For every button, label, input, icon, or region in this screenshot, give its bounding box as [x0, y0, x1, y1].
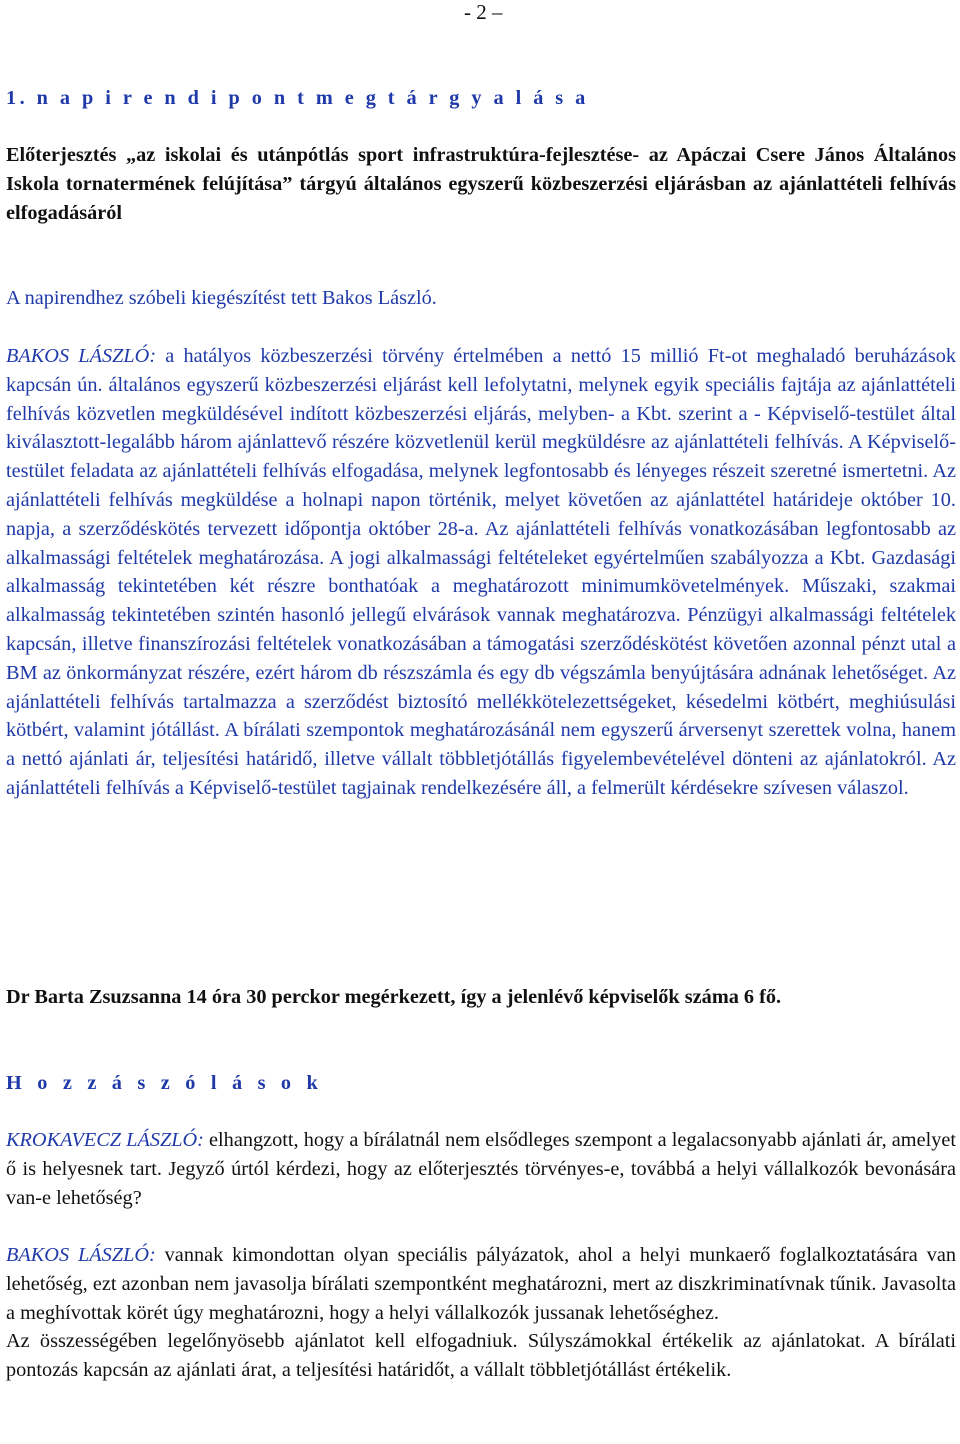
speaker-name: KROKAVECZ LÁSZLÓ: — [6, 1129, 204, 1151]
speech-bakos-1 — [6, 342, 956, 803]
agenda-item-heading: 1. n a p i r e n d i p o n t m e g t á r g y a l á s a — [6, 87, 589, 109]
comments-heading: H o z z á s z ó l á s o k — [6, 1072, 324, 1094]
speaker-name: BAKOS LÁSZLÓ: — [6, 1244, 156, 1266]
speech-text: elhangzott, hogy a bírálatnál nem elsődleges szempont a legalacsonyabb ajánlati ár, amelyet ő is helyesnek tart. Jegyző úrtól kérdezi, hogy az előterjesztés törvényes-e, továbbá a helyi vállalkozók bevonására van-e lehetőség? — [6, 1129, 956, 1209]
speaker-name: BAKOS LÁSZLÓ: — [6, 345, 157, 367]
intro-line: A napirendhez szóbeli kiegészítést tett Bakos László. — [6, 287, 437, 309]
arrival-note: Dr Barta Zsuzsanna 14 óra 30 perckor megérkezett, így a jelenlévő képviselők száma 6 fő. — [6, 986, 782, 1008]
speech-krokavecz — [6, 1126, 956, 1212]
proposal-title: Előterjesztés „az iskolai és utánpótlás sport infrastruktúra-fejlesztése- az Apáczai Csere János Általános Iskola tornatermének felújítása” tárgyú általános egyszerű közbeszerzési eljárásban az ajánlattételi felhívás elfogadásáról — [6, 144, 956, 224]
speech-text: a hatályos közbeszerzési törvény értelmében a nettó 15 millió Ft-ot meghaladó beruházások kapcsán ún. általános egyszerű közbeszerzési eljárást kell lefolytatni, melynek egyik speciális fajtája az ajánlattételi felhívás közvetlen megküldésével indított közbeszerzési eljárás, melyben- a Kbt. szerint a - Képviselő-testület által kiválasztott-legalább három ajánlattevő részére közvetlenül kerül megküldésre az ajánlattételi felhívás. A Képviselő-testület feladata az ajánlattételi felhívás elfogadása, melynek legfontosabb és lényeges részeit szeretné ismertetni. Az ajánlattételi felhívás megküldése a holnapi napon történik, melyet követően az ajánlattétel határideje október 10. napja, a szerződéskötés tervezett időpontja október 28-a. Az ajánlattételi felhívás vonatkozásában legfontosabb az alkalmassági feltételek meghatározása. A jogi alkalmassági feltételeket egyértelműen szabályozza a Kbt. Gazdasági alkalmasság tekintetében két részre bonthatóak a meghatározott minimumkövetelmények. Műszaki, szakmai alkalmasság tekintetében szintén hasonló jellegű elvárások vannak meghatározva. Pénzügyi alkalmassági feltételek kapcsán, illetve finanszírozási feltételek vonatkozásában a támogatási szerződéskötést követően azonnal pénzt utal a BM az önkormányzat részére, ezért három db részszámla és egy db végszámla benyújtására adnának lehetőséget. Az ajánlattételi felhívás tartalmazza a szerződést biztosító mellékkötelezettségeket, késedelmi kötbért, meghiúsulási kötbért, valamint jótállást. A bírálati szempontok meghatározásánál nem egyszerű árversenyt szerettek volna, hanem a nettó ajánlati ár, teljesítési határidő, illetve vállalt többletjótállás figyelembevételével dönteni az ajánlatokról. Az ajánlattételi felhívás a Képviselő-testület tagjainak rendelkezésére áll, a felmerült kérdésekre szívesen válaszol. — [6, 345, 956, 799]
speech-bakos-2 — [6, 1241, 956, 1385]
page-number: - 2 – — [464, 0, 503, 24]
speech-continuation: Az összességében legelőnyösebb ajánlatot kell elfogadniuk. Súlyszámokkal értékelik az ajánlatokat. A bírálati pontozás kapcsán az ajánlati árat, a teljesítési határidőt, a vállalt többletjótállást értékelik. — [6, 1330, 956, 1382]
speech-text: vannak kimondottan olyan speciális pályázatok, ahol a helyi munkaerő foglalkoztatására van lehetőség, ezt azonban nem javasolja bírálati szempontként meghatározni, mert az diszkriminatívnak tűnik. Javasolta a meghívottak körét úgy meghatározni, hogy a helyi vállalkozók jussanak lehetőséghez. — [6, 1244, 956, 1324]
